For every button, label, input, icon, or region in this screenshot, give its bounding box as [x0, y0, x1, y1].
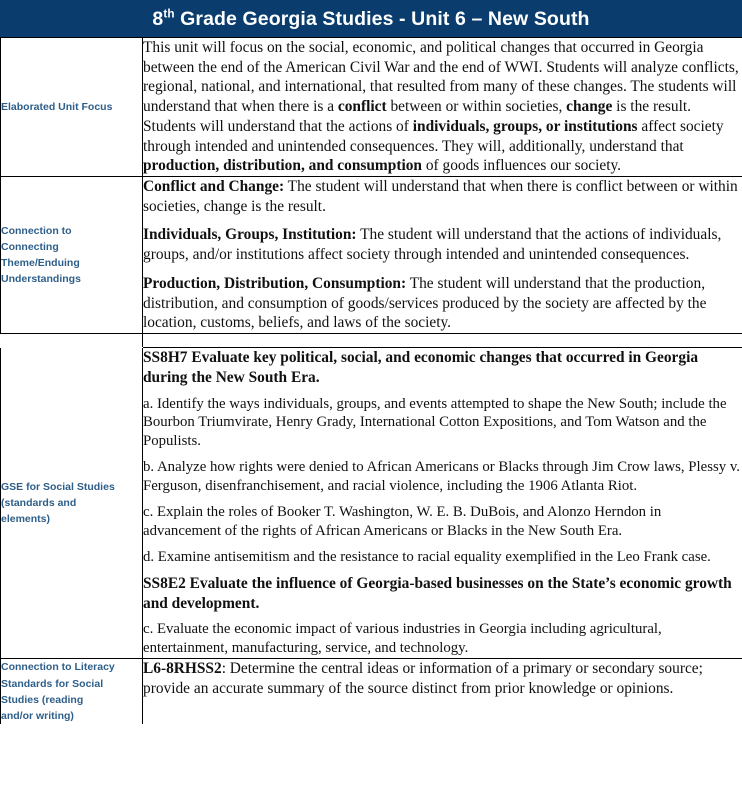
unit-focus-bold-conflict: conflict — [337, 98, 387, 116]
standard-heading — [143, 348, 742, 387]
standard-element: c. Evaluate the economic impact of various industries in Georgia including agricultural, entertainment, manufacturing, service, and technology. — [143, 621, 662, 657]
standard-element: b. Analyze how rights were denied to African Americans or Blacks through Jim Crow laws, Plessy v. Ferguson, disenfranchisement, and racial violence, including the 1906 Atlanta Riot. — [143, 459, 740, 495]
label-line-3: Theme/Enduing — [1, 257, 80, 270]
spacer-right-cell — [143, 334, 742, 348]
unit-title-text: Grade Georgia Studies - Unit 6 – New South — [174, 8, 590, 30]
theme-item — [143, 177, 742, 216]
label-line-2: Standards for Social — [1, 677, 104, 690]
unit-title-grade-suffix: th — [163, 7, 175, 21]
label-line-4: Understandings — [1, 273, 81, 286]
unit-focus-part-d: affect society through intended and unintended consequences. They will, additionally, understand that — [143, 117, 724, 155]
table-row-gse-social-studies — [1, 348, 742, 659]
theme-description: The student will understand that when there is conflict between or within societies, change is the result. — [143, 178, 738, 215]
standard-heading-text: SS8H7 Evaluate key political, social, and economic changes that occurred in Georgia during the New South Era. — [143, 349, 699, 386]
theme-description: The student will understand that the production, distribution, and consumption of goods/services produced by the society are affected by the location, customs, beliefs, and laws of the society. — [143, 274, 707, 332]
theme-item — [143, 225, 742, 264]
row-label-gse-social-studies — [1, 348, 143, 659]
standard-element: d. Examine antisemitism and the resistance to racial equality exemplified in the Leo Frank case. — [143, 549, 711, 566]
literacy-standard-code: L6-8RHSS2 — [143, 660, 222, 678]
unit-title-banner — [0, 0, 742, 37]
label-text: Elaborated Unit Focus — [1, 100, 113, 113]
table-row-elaborated-unit-focus — [1, 38, 742, 177]
table-row-spacer — [1, 334, 742, 348]
unit-overview-table — [0, 37, 742, 724]
standard-heading-text: SS8E2 Evaluate the influence of Georgia-based businesses on the State’s economic growth and development. — [143, 575, 732, 612]
standard-element: a. Identify the ways individuals, groups, and events attempted to shape the New South; include the Bourbon Triumvirate, Henry Grady, International Cotton Expositions, and Tom Watson and the Populists. — [143, 395, 727, 450]
row-content-gse-social-studies — [143, 348, 742, 659]
theme-item — [143, 274, 742, 333]
literacy-standard-text: : Determine the central ideas or information of a primary or secondary source; provide an accurate summary of the source distinct from prior knowledge or opinions. — [143, 660, 703, 698]
theme-term: Production, Distribution, Consumption: — [143, 274, 407, 292]
unit-focus-part-b: between or within societies, — [386, 98, 567, 116]
spacer-left-cell — [1, 334, 143, 348]
theme-term: Conflict and Change: — [143, 178, 285, 196]
unit-focus-part-c: is the result. Students will understand that the actions of — [143, 98, 691, 135]
theme-description: The student will understand that the actions of individuals, groups, and/or institutions affect society through intended and unintended consequences. — [143, 226, 722, 264]
unit-focus-part-a: This unit will focus on the social, economic, and political changes that occurred in Georgia between the end of the American Civil War and the end of WWI. Students will analyze conflicts, regional, national, and international, that resulted from many of these changes. The students will understand that when there is a — [143, 39, 739, 116]
row-content-literacy-standards — [143, 659, 742, 725]
label-line-4: and/or writing) — [1, 710, 74, 723]
unit-focus-part-e: of goods influences our society. — [421, 157, 622, 175]
label-line-1: GSE for Social Studies — [1, 480, 115, 493]
unit-focus-bold-production: production, distribution, and consumption — [143, 157, 422, 175]
table-row-literacy-standards — [1, 659, 742, 725]
label-line-2: (standards and — [1, 497, 77, 510]
unit-focus-bold-change: change — [566, 98, 613, 116]
row-label-elaborated-unit-focus — [1, 38, 143, 177]
theme-term: Individuals, Groups, Institution: — [143, 226, 357, 244]
unit-title-grade: 8 — [152, 8, 164, 30]
label-line-3: Studies (reading — [1, 693, 84, 706]
label-line-2: Connecting — [1, 240, 59, 253]
label-line-3: elements) — [1, 513, 51, 526]
row-content-connecting-theme — [143, 177, 742, 334]
literacy-standard — [143, 659, 742, 698]
label-line-1: Connection to Literacy — [1, 661, 115, 674]
table-row-connecting-theme — [1, 177, 742, 334]
label-line-1: Connection to — [1, 224, 72, 237]
unit-focus-paragraph — [143, 38, 742, 176]
unit-focus-bold-individuals: individuals, groups, or institutions — [412, 117, 638, 135]
row-label-connecting-theme — [1, 177, 143, 334]
standard-heading — [143, 574, 742, 613]
row-content-elaborated-unit-focus — [143, 38, 742, 177]
row-label-literacy-standards — [1, 659, 143, 725]
standard-element: c. Explain the roles of Booker T. Washington, W. E. B. DuBois, and Alonzo Herndon in advancement of the rights of African Americans or Blacks in the New South Era. — [143, 504, 662, 540]
